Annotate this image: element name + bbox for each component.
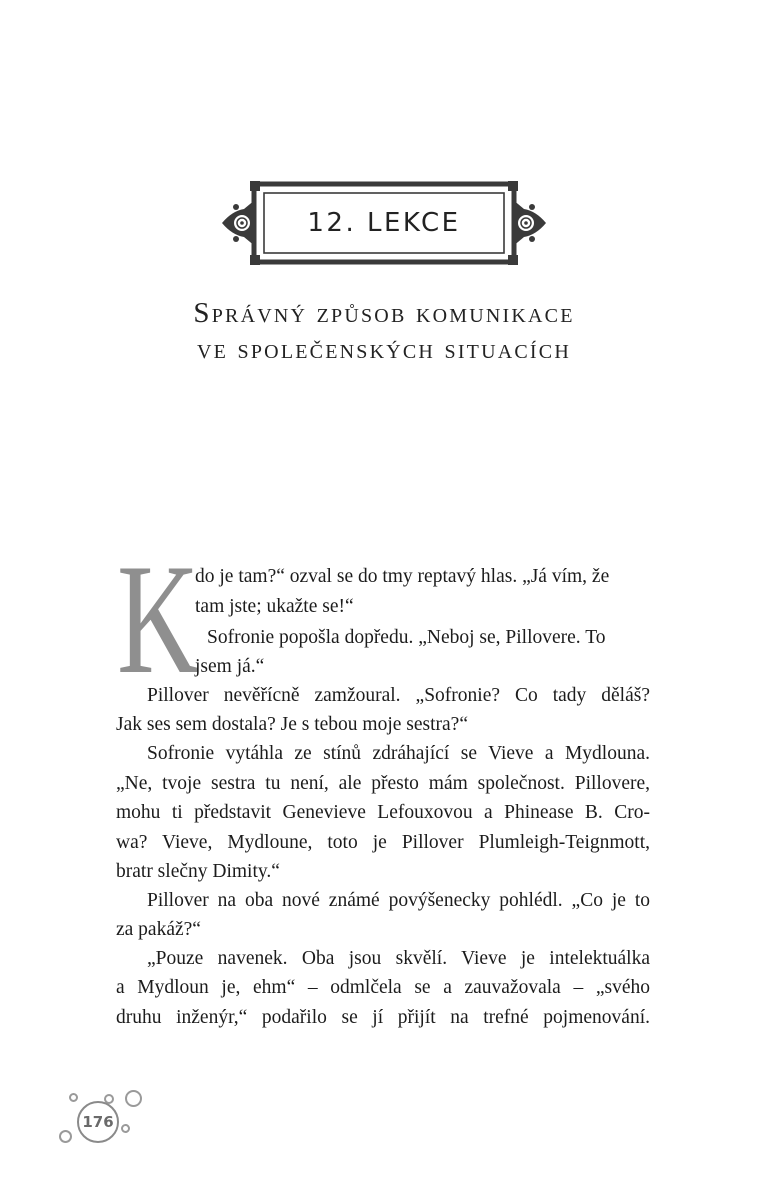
body-line: druhu inženýr,“ podařilo se jí přijít na trefné pojmenování. bbox=[116, 1007, 650, 1028]
body-line: „Pouze navenek. Oba jsou skvělí. Vieve je intelektuálka bbox=[147, 948, 650, 969]
chapter-title: 12. LEKCE bbox=[307, 208, 461, 238]
chapter-subtitle-line-1: Správný způsob komunikace bbox=[193, 297, 575, 329]
body-line: Jak ses sem dostala? Je s tebou moje sestra?“ bbox=[116, 714, 468, 735]
chapter-subtitle-line-2: ve společenských situacích bbox=[197, 333, 571, 365]
bubble-ornament-icon bbox=[125, 1090, 142, 1107]
body-line: „Ne, tvoje sestra tu není, ale přesto mám společnost. Pillovere, bbox=[116, 773, 650, 794]
body-line: tam jste; ukažte se!“ bbox=[195, 596, 354, 617]
bubble-ornament-icon bbox=[69, 1093, 78, 1102]
chapter-heading-frame bbox=[222, 181, 546, 265]
body-line: wa? Vieve, Mydloune, toto je Pillover Plumleigh-Teignmott, bbox=[116, 832, 650, 853]
bubble-ornament-icon bbox=[59, 1130, 72, 1143]
body-line: Sofronie popošla dopředu. „Neboj se, Pillovere. To bbox=[207, 627, 606, 648]
body-line: Pillover nevěřícně zamžoural. „Sofronie? Co tady děláš? bbox=[147, 685, 650, 706]
body-line: a Mydloun je, ehm“ – odmlčela se a zauvažovala – „svého bbox=[116, 977, 650, 998]
body-line: jsem já.“ bbox=[195, 656, 265, 677]
body-line: Pillover na oba nové známé povýšenecky pohlédl. „Co je to bbox=[147, 890, 650, 911]
bubble-ornament-icon bbox=[121, 1124, 130, 1133]
body-line: mohu ti představit Genevieve Lefouxovou a Phinease B. Cro- bbox=[116, 802, 650, 823]
drop-cap: K bbox=[117, 532, 200, 707]
body-line: za pakáž?“ bbox=[116, 919, 201, 940]
page-number: 176 bbox=[77, 1101, 119, 1143]
body-line: do je tam?“ ozval se do tmy reptavý hlas. „Já vím, že bbox=[195, 566, 610, 587]
body-line: bratr slečny Dimity.“ bbox=[116, 861, 280, 882]
body-line: Sofronie vytáhla ze stínů zdráhající se Vieve a Mydlouna. bbox=[147, 743, 650, 764]
